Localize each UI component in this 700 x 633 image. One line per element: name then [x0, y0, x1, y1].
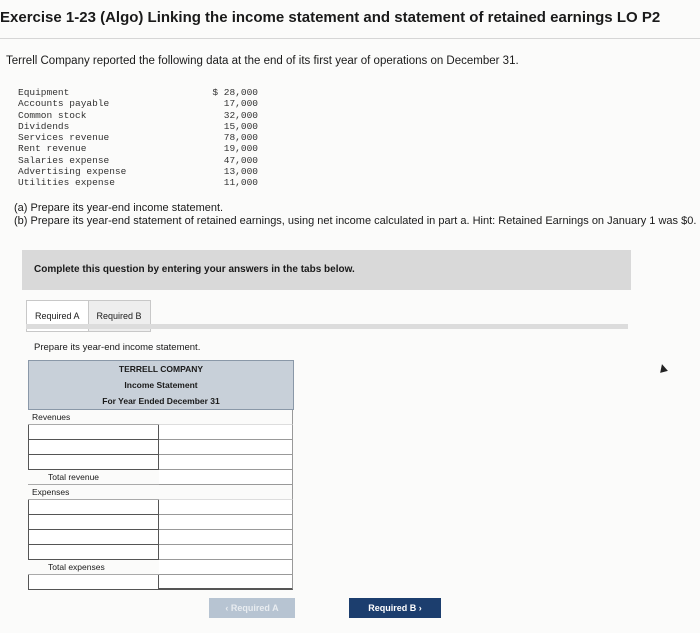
expense-amount-input[interactable]	[159, 545, 293, 560]
table-row	[28, 515, 294, 530]
data-row	[18, 166, 258, 177]
expense-label-input[interactable]	[28, 530, 159, 545]
data-value: 11,000	[223, 177, 258, 189]
expense-amount-input[interactable]	[159, 500, 293, 515]
data-label: Dividends	[18, 120, 70, 132]
table-row	[28, 440, 294, 455]
total-revenue-label: Total revenue	[28, 470, 159, 485]
instructions-banner	[22, 250, 631, 290]
data-label: Common stock	[18, 109, 87, 121]
revenues-label: Revenues	[28, 410, 159, 425]
table-row	[28, 470, 294, 485]
revenue-label-input[interactable]	[28, 440, 159, 455]
expense-label-input[interactable]	[28, 545, 159, 560]
data-row	[18, 98, 258, 109]
data-label: Equipment	[18, 87, 70, 98]
empty-cell	[159, 485, 293, 500]
table-row	[28, 530, 294, 545]
table-row	[28, 545, 294, 560]
banner-text: Complete this question by entering your answers in the tabs below.	[34, 264, 355, 275]
revenue-label-input[interactable]	[28, 455, 159, 470]
company-name: TERRELL COMPANY	[118, 364, 204, 374]
data-value: 17,000	[223, 98, 258, 110]
statement-name: Income Statement	[124, 380, 198, 390]
table-row	[28, 560, 294, 575]
next-label: Required B	[368, 603, 417, 613]
total-expenses-input[interactable]	[159, 560, 293, 575]
table-row	[28, 455, 294, 470]
data-value: 32,000	[223, 109, 258, 121]
title-divider	[0, 38, 700, 39]
table-row	[28, 425, 294, 440]
expense-label-input[interactable]	[28, 500, 159, 515]
table-row	[28, 485, 294, 500]
net-income-amount-input[interactable]	[159, 575, 293, 590]
data-row	[18, 121, 258, 132]
data-label: Utilities expense	[18, 177, 115, 189]
data-value: $ 28,000	[212, 87, 258, 98]
tab-required-b[interactable]: Required B	[89, 300, 151, 332]
table-row	[28, 500, 294, 515]
given-data-table	[18, 87, 258, 189]
data-label: Advertising expense	[18, 166, 127, 178]
data-row	[18, 132, 258, 143]
tab-required-a[interactable]: Required A	[26, 300, 89, 332]
total-revenue-input[interactable]	[159, 470, 293, 485]
data-row	[18, 177, 258, 188]
tab-divider	[26, 324, 628, 329]
revenue-amount-input[interactable]	[159, 440, 293, 455]
data-value: 15,000	[223, 120, 258, 132]
empty-cell	[159, 410, 293, 425]
data-value: 78,000	[223, 132, 258, 144]
expense-amount-input[interactable]	[159, 530, 293, 545]
intro-text: Terrell Company reported the following data at the end of its first year of operations on December 31.	[6, 55, 519, 67]
net-income-label-input[interactable]	[28, 575, 159, 590]
revenue-amount-input[interactable]	[159, 455, 293, 470]
page-title: Exercise 1-23 (Algo) Linking the income statement and statement of retained earnings LO P2	[0, 9, 661, 26]
table-row	[28, 575, 294, 590]
prev-label: Required A	[230, 603, 279, 613]
total-expenses-label: Total expenses	[28, 560, 159, 575]
data-value: 47,000	[223, 154, 258, 166]
revenue-amount-input[interactable]	[159, 425, 293, 440]
statement-period: For Year Ended December 31	[102, 396, 220, 406]
mouse-cursor-icon	[658, 363, 668, 373]
data-label: Salaries expense	[18, 154, 110, 166]
table-row	[28, 410, 294, 425]
data-value: 13,000	[223, 166, 258, 178]
data-row	[18, 143, 258, 154]
data-row	[18, 110, 258, 121]
data-row	[18, 155, 258, 166]
expense-amount-input[interactable]	[159, 515, 293, 530]
statement-header	[28, 360, 294, 410]
expenses-label: Expenses	[28, 485, 159, 500]
data-label: Accounts payable	[18, 98, 110, 110]
data-label: Rent revenue	[18, 143, 87, 155]
data-row	[18, 87, 258, 98]
next-required-b-button[interactable]: Required B ›	[349, 598, 441, 618]
data-label: Services revenue	[18, 132, 110, 144]
prompt-part-b: (b) Prepare its year-end statement of retained earnings, using net income calculated in part a. Hint: Retained Earnings on January 1 was $0.	[14, 215, 697, 227]
prompt-part-a: (a) Prepare its year-end income statement.	[14, 202, 224, 214]
tab-instruction: Prepare its year-end income statement.	[34, 342, 201, 353]
question-prompts	[14, 202, 700, 228]
previous-required-a-button[interactable]: ‹ Required A	[209, 598, 295, 618]
income-statement-form	[28, 360, 294, 590]
data-value: 19,000	[223, 143, 258, 155]
expense-label-input[interactable]	[28, 515, 159, 530]
revenue-label-input[interactable]	[28, 425, 159, 440]
